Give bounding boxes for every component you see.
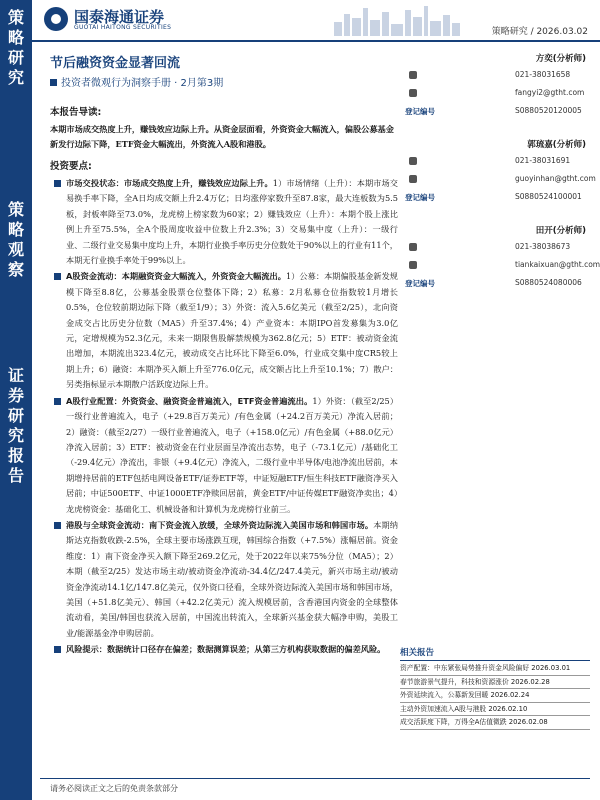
analyst-card bbox=[405, 224, 600, 310]
footer-divider bbox=[40, 778, 590, 779]
related-report-link[interactable]: 外资延续流入，公募新发回暖 2026.02.24 bbox=[400, 689, 590, 703]
bullet-heading: A股行业配置：外资资金、融资资金普遍流入，ETF资金普遍流出。 bbox=[66, 395, 313, 406]
analyst-card bbox=[405, 138, 596, 224]
analyst-name: 方奕(分析师) bbox=[535, 54, 586, 64]
bullet-heading: 市场交投状态：市场成交热度上升，赚钱效应边际上升。 bbox=[66, 178, 273, 188]
list-item bbox=[50, 518, 398, 641]
bullet-heading: 港股与全球资金流动：南下资金流入放缓，全球外资边际流入美国市场和韩国市场。 bbox=[66, 519, 374, 530]
analyst-name: 田开(分析师) bbox=[535, 226, 586, 236]
analyst-panel bbox=[405, 52, 600, 310]
analyst-phone: 021-38038673 bbox=[515, 242, 571, 251]
analyst-cert: S0880524100001 bbox=[515, 192, 582, 201]
lead-text: 本期市场成交热度上升，赚钱效应边际上升。从资金层面看，外资资金大幅流入，偏股公募基金新发行边际下降，ETF资金大幅流出，外资流入A股和港股。 bbox=[50, 124, 394, 149]
cert-label: 登记编号 bbox=[405, 107, 435, 116]
cert-label: 登记编号 bbox=[405, 279, 435, 288]
phone-icon bbox=[409, 71, 417, 79]
sidebar-tag-securities-report: 证 券 研 究 报 告 bbox=[7, 366, 24, 485]
related-report-link[interactable]: 资产配置：中东紧张局势推升资金风险偏好 2026.03.01 bbox=[400, 662, 590, 676]
analyst-cert: S0880520120005 bbox=[515, 106, 582, 115]
bullet-body: 1）市场情绪（上升）：本期市场交易换手率下降，全A日均成交额上升2.4万亿；日均涨停家数升至87.8家，最大连板数为5.5板，封板率降至73.0%，龙虎榜上榜家数为60家；2）赚钱效应（上升）：本期个股上涨比例上升至75.5%，全A个股周度收益中位数上升2.3%；3）交易集中度（上升）：一级行业、二级行业交易集中度均上升，本期行业换手率历史分位数处于90%以上的行业有11个，本期无行业换手率处于99%以上。 bbox=[66, 178, 398, 266]
email-icon bbox=[409, 89, 417, 97]
email-icon bbox=[409, 261, 417, 269]
bullet-body: 1）公募：本期偏股基金新发规模下降至8.8亿，公募基金股票仓位整体下降；2）私募：2月私募仓位指数较1月增长0.5%，仓位较前期边际下降（截至1/9）；3）外资：流入5.6亿美元（截至2/25），北向资金成交占比历史分位数（MA5）升至37.4%；4）产业资本：本期IPO首发募集为3.0亿元，定增规模为52.3亿元，未来一期限售股解禁规模为362.8亿元；5）ETF：被动资金流出增加，本期流出323.4亿元，被动成交占比环比下降至6.0%，行业成交集中度CR5较上期上升；6）融资：本期净买入额上升至776.0亿元，成交额占比上升至10.1%；7）散户：另类指标显示本期散户活跃度边际上升。 bbox=[66, 271, 398, 390]
list-item bbox=[50, 642, 398, 657]
analyst-email[interactable]: fangyi2@gtht.com bbox=[515, 88, 585, 97]
header-divider bbox=[32, 40, 600, 42]
analyst-name: 郭琉嘉(分析师) bbox=[527, 140, 586, 150]
related-report-link[interactable]: 主动外资加速流入A股与港股 2026.02.10 bbox=[400, 703, 590, 717]
bullet-body: 1）外资：（截至2/25）一级行业普遍流入，电子（+29.8百万美元）/有色金属（+24.2百万美元）净流入居前；2）融资：（截至2/27）一级行业普遍流入，电子（+158.0亿元）/有色金属（+88.0亿元）净流入居前；3）ETF：被动资金在行业层面呈净流出态势，电子（-73.1亿元）/基础化工（-29.4亿元）净流出，非银（+9.4亿元）净流入，二级行业中半导体/电池净流出居前，本期增持居前的ETF包括电网设备ETF/证券ETF等，中证短融ETF/恒生科技ETF融资净买入居前；中证500ETF、中证1000ETF净赎回居前，黄金ETF/中证传媒ETF融资净卖出；4）龙虎榜资金：基础化工、机械设备和计算机为龙虎榜行业前三。 bbox=[66, 395, 399, 514]
list-item bbox=[50, 394, 398, 517]
bullet-body: 本期纳斯达克指数收跌-2.5%，全球主要市场涨跌互现，韩国综合指数（+7.5%）涨幅居前。资金维度：1）南下资金净买入额下降至269.2亿元，处于2022年以来75%分位（MA5）；2）本期（截至2/25）发达市场主动/被动资金净流动-34.4亿/247.4美元，新兴市场主动/被动资金净流动14.1亿/147.8亿美元，仅外资口径看，全球外资边际流入美国市场和韩国市场，美国（+51.8亿美元）、韩国（+42.2亿美元）流入规模居前，含香港国内资金的全球整体流动看，美国/韩国也获流入居前，中国流出转流入，全球新兴基金获大幅净申购，美股工业/能源基金净申购居前。 bbox=[66, 519, 398, 638]
list-item bbox=[50, 269, 398, 392]
report-subtitle: 投资者微观行为洞察手册 · 2月第3期 bbox=[50, 74, 223, 89]
disclaimer-footer: 请务必阅读正文之后的免责条款部分 bbox=[50, 784, 178, 793]
email-icon bbox=[409, 175, 417, 183]
lead-heading: 本报告导读: bbox=[50, 107, 102, 118]
analyst-cert: S0880524080006 bbox=[515, 278, 582, 287]
company-logo-icon bbox=[44, 7, 68, 31]
related-reports-list bbox=[400, 662, 590, 730]
analyst-card bbox=[405, 52, 590, 138]
points-heading: 投资要点: bbox=[50, 161, 92, 172]
analyst-phone: 021-38031658 bbox=[515, 70, 571, 79]
phone-icon bbox=[409, 157, 417, 165]
bullet-heading: 风险提示：数据统计口径存在偏差；数据测算误差；从第三方机构获取数据的偏差风险。 bbox=[66, 644, 386, 655]
bullet-heading: A股资金流动：本期融资资金大幅流入，外资资金大幅流出。 bbox=[66, 271, 286, 282]
key-points-list bbox=[50, 176, 398, 659]
company-name-en: GUOTAI HAITONG SECURITIES bbox=[74, 24, 172, 31]
report-title: 节后融资资金显著回流 bbox=[50, 56, 181, 71]
analyst-email[interactable]: guoyinhan@gtht.com bbox=[515, 174, 596, 183]
related-report-link[interactable]: 春节旅游景气提升，科技和资源涨价 2026.02.28 bbox=[400, 676, 590, 690]
list-item bbox=[50, 176, 398, 268]
skyline-decoration-icon bbox=[332, 4, 462, 36]
phone-icon bbox=[409, 243, 417, 251]
cert-label: 登记编号 bbox=[405, 193, 435, 202]
related-reports-heading: 相关报告 bbox=[400, 646, 590, 661]
analyst-phone: 021-38031691 bbox=[515, 156, 571, 165]
sidebar-tag-strategy-research: 策 略 研 究 bbox=[7, 8, 24, 87]
company-name: 国泰海通证券 bbox=[74, 8, 165, 26]
related-report-link[interactable]: 成交活跃度下降，万得全A估值微跌 2026.02.08 bbox=[400, 716, 590, 730]
category-date: 策略研究 / 2026.03.02 bbox=[491, 27, 588, 37]
sidebar bbox=[0, 0, 32, 800]
page-header bbox=[32, 0, 600, 42]
analyst-email[interactable]: tiankaixuan@gtht.com bbox=[515, 260, 600, 269]
sidebar-tag-strategy-observation: 策 略 观 察 bbox=[7, 200, 24, 279]
